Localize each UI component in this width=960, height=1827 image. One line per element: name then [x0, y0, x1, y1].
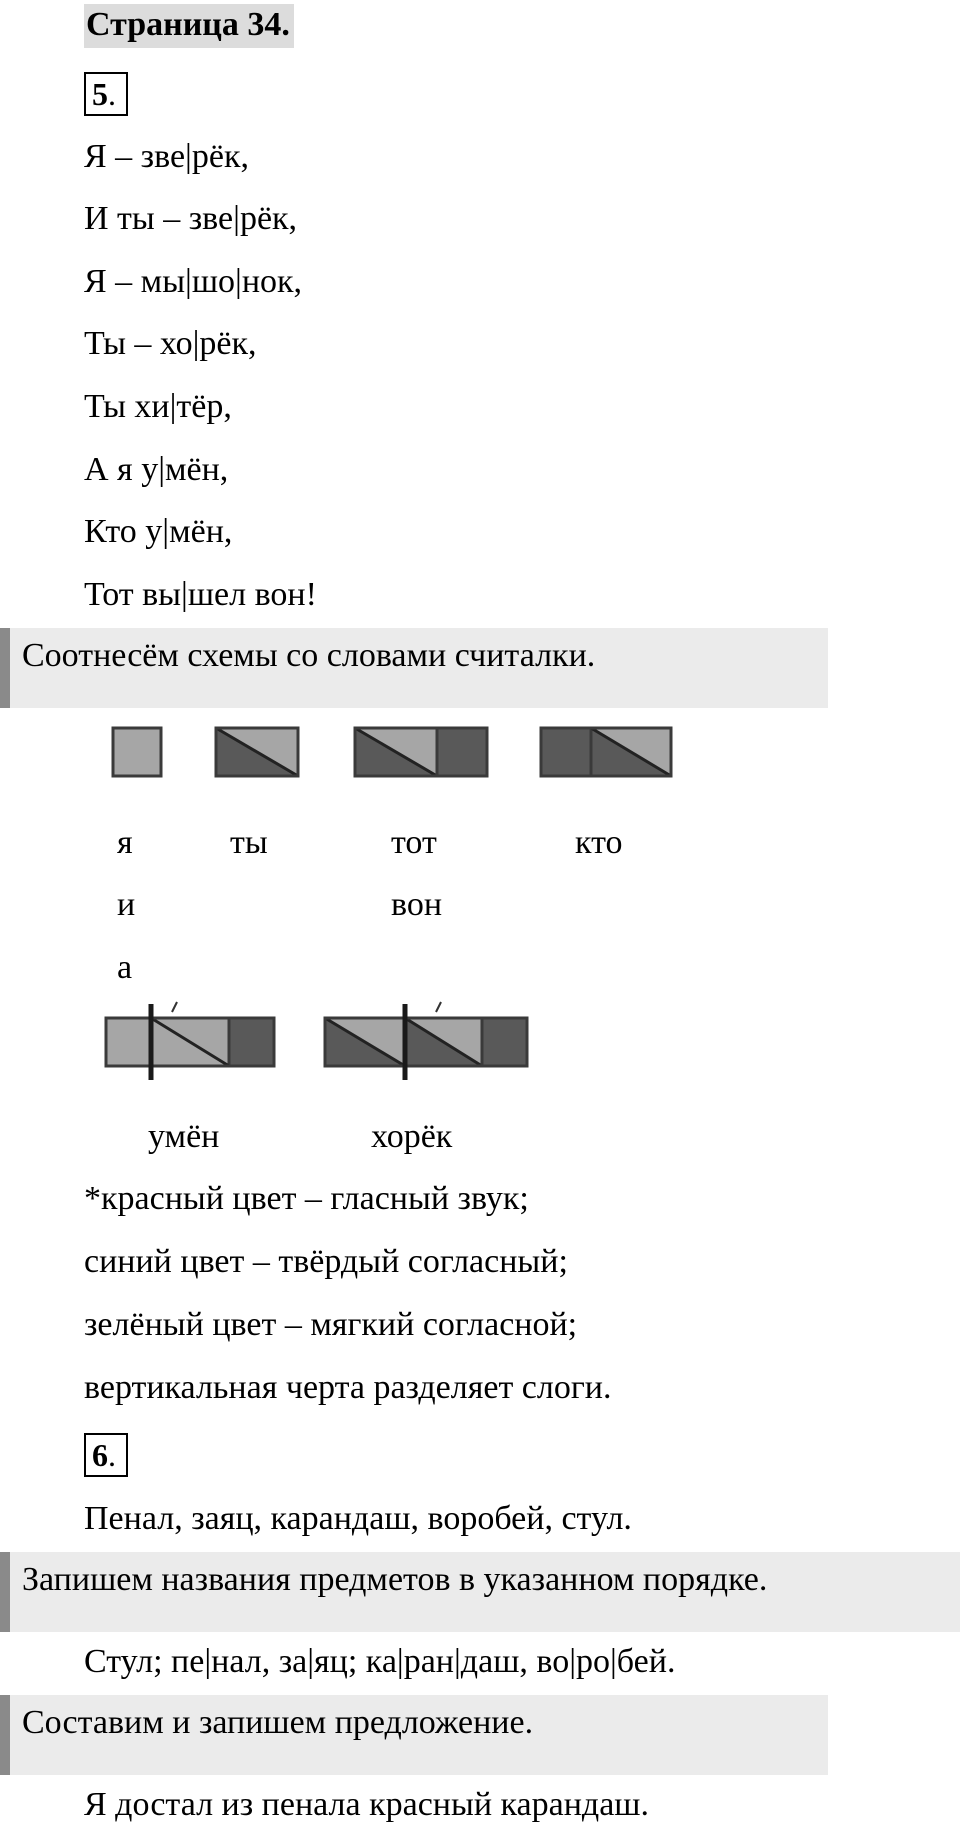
- scheme-ty: [216, 728, 298, 776]
- scheme-label: вон: [391, 886, 443, 923]
- task-5-number-value: 5: [92, 76, 108, 112]
- answer-line: Стул; пе|нал, за|яц; ка|ран|даш, во|ро|бей.: [84, 1643, 676, 1680]
- scheme-label: и: [117, 886, 136, 923]
- scheme-label: ты: [230, 824, 268, 861]
- page-title: Страница 34.: [84, 4, 294, 48]
- scheme-umyon: [106, 1002, 274, 1080]
- instruction-text: Запишем названия предметов в указанном порядке.: [22, 1561, 768, 1598]
- scheme-label: тот: [391, 824, 437, 861]
- task-6-number-value: 6: [92, 1437, 108, 1473]
- poem-line: И ты – зве|рёк,: [84, 200, 298, 237]
- poem-line: Кто у|мён,: [84, 513, 233, 550]
- instruction-note: [0, 1552, 960, 1632]
- scheme-tot: [355, 728, 487, 776]
- task-6-number-dot: .: [108, 1437, 116, 1473]
- poem-line: Тот вы|шел вон!: [84, 576, 317, 613]
- instruction-text: Составим и запишем предложение.: [22, 1704, 534, 1741]
- answer-line: Я достал из пенала красный карандаш.: [84, 1786, 649, 1823]
- scheme-khoryok: [325, 1002, 527, 1080]
- instruction-note: [0, 1695, 828, 1775]
- legend-line: зелёный цвет – мягкий согласной;: [84, 1306, 578, 1343]
- scheme-label: я: [117, 824, 133, 861]
- scheme-label: кто: [575, 824, 623, 861]
- scheme-label: а: [117, 949, 133, 986]
- legend-line: *красный цвет – гласный звук;: [84, 1180, 529, 1217]
- scheme-label: умён: [148, 1118, 220, 1155]
- task-5-number-dot: .: [108, 76, 116, 112]
- task-6-number: [84, 1433, 128, 1477]
- poem-line: Я – зве|рёк,: [84, 138, 249, 175]
- instruction-text: Соотнесём схемы со словами считалки.: [22, 637, 596, 674]
- poem-line: А я у|мён,: [84, 451, 229, 488]
- legend-line: синий цвет – твёрдый согласный;: [84, 1243, 568, 1280]
- scheme-kto: [541, 728, 671, 776]
- scheme-label: хорёк: [371, 1118, 453, 1155]
- task-6-words: Пенал, заяц, карандаш, воробей, стул.: [84, 1500, 632, 1537]
- poem-line: Ты – хо|рёк,: [84, 325, 257, 362]
- legend-line: вертикальная черта разделяет слоги.: [84, 1369, 612, 1406]
- poem-line: Ты хи|тёр,: [84, 388, 232, 425]
- poem-line: Я – мы|шо|нок,: [84, 263, 303, 300]
- scheme-ya: [113, 728, 161, 776]
